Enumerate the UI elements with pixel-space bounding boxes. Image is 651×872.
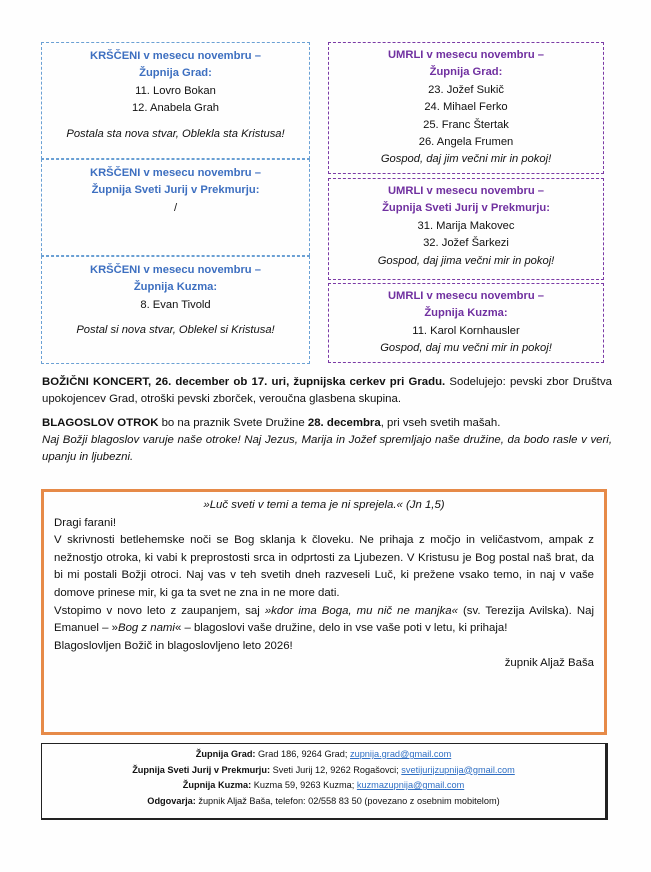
box-title: KRŠČENI v mesecu novembru – (90, 167, 261, 179)
text: Vstopimo v novo leto z zaupanjem, saj (54, 604, 265, 617)
entry: 12. Anabela Grah (131, 102, 220, 115)
blessing-text-end: , pri vseh svetih mašah. (380, 417, 501, 429)
concert-announcement (42, 374, 612, 408)
letter-signature: župnik Aljaž Baša (504, 657, 594, 670)
box-blessing: Postal si nova stvar, Oblekel si Kristusa! (76, 324, 275, 337)
concert-details: Sodelujejo: pevski zbor Društva upokojencev Grad, otroški pevski zborček, veroučna glasbena skupina. (42, 376, 612, 405)
contact-footer (41, 743, 608, 820)
blessing-prayer: Naj Božji blagoslov varuje naše otroke! Naj Jezus, Marija in Jožef spremljajo naše družine, da bodo rasle v veri, upanju in ljubezni. (42, 434, 612, 463)
baptized-box-sveti-jurij (41, 159, 310, 256)
contact-label: Župnija Kuzma: (182, 780, 252, 791)
contact-address: Grad 186, 9264 Grad; (255, 749, 350, 759)
email-link-grad[interactable]: zupnija.grad@gmail.com (349, 749, 452, 759)
deceased-box-sveti-jurij (328, 178, 604, 280)
entry: 31. Marija Makovec (417, 219, 515, 232)
entry: 24. Mihael Ferko (424, 101, 508, 114)
contact-label: Župnija Grad: (195, 749, 256, 759)
contact-phone: župnik Aljaž Baša, telefon: 02/558 83 50 (povezano z osebnim mobitelom) (195, 795, 500, 806)
box-blessing: Postala sta nova stvar, Oblekla sta Kristusa! (66, 127, 285, 140)
entry: 26. Angela Frumen (418, 136, 514, 149)
christmas-letter (41, 489, 607, 735)
box-blessing: Gospod, daj jim večni mir in pokoj! (380, 153, 552, 166)
letter-quote: »Luč sveti v temi a tema je ni sprejela.« (Jn 1,5) (203, 499, 445, 511)
contact-address: Sveti Jurij 12, 9262 Rogašovci; (270, 764, 402, 775)
deceased-box-grad (328, 42, 604, 174)
entry: 32. Jožef Šarkezi (423, 237, 509, 250)
entry: / (173, 201, 178, 214)
entry: 23. Jožef Sukič (428, 83, 504, 96)
letter-closing: Blagoslovljen Božič in blagoslovljeno leto 2026! (54, 639, 293, 652)
email-link-sveti-jurij[interactable]: svetijurijzupnija@gmail.com (401, 764, 515, 775)
contact-row-kuzma (42, 778, 605, 794)
contact-row-responsible (42, 794, 605, 810)
blessing-text: bo na praznik Svete Družine (158, 417, 308, 429)
box-parish: Župnija Kuzma: (424, 307, 508, 320)
box-title: KRŠČENI v mesecu novembru – (90, 264, 261, 276)
child-blessing-announcement (42, 415, 612, 466)
contact-row-sveti-jurij (42, 763, 605, 779)
email-link-kuzma[interactable]: kuzmazupnija@gmail.com (356, 780, 465, 791)
box-parish: Župnija Kuzma: (133, 281, 218, 294)
text: (sv. Terezija Avilska). Naj Emanuel – » (54, 604, 595, 635)
box-parish: Župnija Sveti Jurij v Prekmurju: (382, 202, 550, 215)
letter-greeting: Dragi farani! (54, 516, 117, 529)
baptized-box-kuzma (41, 256, 310, 364)
box-parish: Župnija Sveti Jurij v Prekmurju: (91, 184, 260, 197)
box-title: UMRLI v mesecu novembru – (387, 49, 545, 61)
baptized-box-grad (41, 42, 310, 159)
concert-headline: BOŽIČNI KONCERT, 26. december ob 17. uri, župnijska cerkev pri Gradu. (42, 376, 446, 388)
entry: 11. Karol Kornhausler (412, 324, 520, 337)
text: « – blagoslovi vaše družine, delo in vse vaše poti v letu, ki prihaja! (174, 622, 508, 635)
contact-label: Odgovarja: (147, 795, 196, 806)
box-blessing: Gospod, daj mu večni mir in pokoj! (380, 342, 552, 355)
entry: 25. Franc Štertak (423, 118, 509, 131)
box-parish: Župnija Grad: (139, 67, 212, 80)
blessing-date: 28. decembra (307, 417, 381, 429)
letter-paragraph-2 (54, 603, 594, 638)
box-title: UMRLI v mesecu novembru – (387, 185, 545, 197)
contact-label: Župnija Sveti Jurij v Prekmurju: (132, 764, 271, 775)
entry: 8. Evan Tivold (140, 298, 211, 311)
box-title: KRŠČENI v mesecu novembru – (90, 50, 261, 62)
box-title: UMRLI v mesecu novembru – (387, 290, 545, 302)
quote-emanuel: Bog z nami (117, 622, 175, 635)
blessing-headline: BLAGOSLOV OTROK (42, 417, 159, 429)
deceased-box-kuzma (328, 283, 604, 363)
contact-address: Kuzma 59, 9263 Kuzma; (251, 780, 357, 791)
letter-paragraph-1: V skrivnosti betlehemske noči se Bog sklanja k človeku. Ne prihaja z močjo in veličastvom, ampak z nežnostjo otroka, ki vabi k preprostosti srca in odprtosti za Ljubezen. V Kristusu je Bog postal naš brat, da bi mi postali Božji otroci. Naj vas v teh svetih dneh razveseli Luč, ki prežene vsako temo, in naj v vaše domove prinese mir, ki ga ta svet ne zna in ne more dati. (54, 534, 594, 599)
box-blessing: Gospod, daj jima večni mir in pokoj! (377, 254, 555, 267)
entry: 11. Lovro Bokan (135, 84, 216, 97)
contact-row-grad (42, 747, 605, 763)
quote-teresa: »kdor ima Boga, mu nič ne manjka« (264, 604, 458, 617)
box-parish: Župnija Grad: (429, 66, 503, 79)
